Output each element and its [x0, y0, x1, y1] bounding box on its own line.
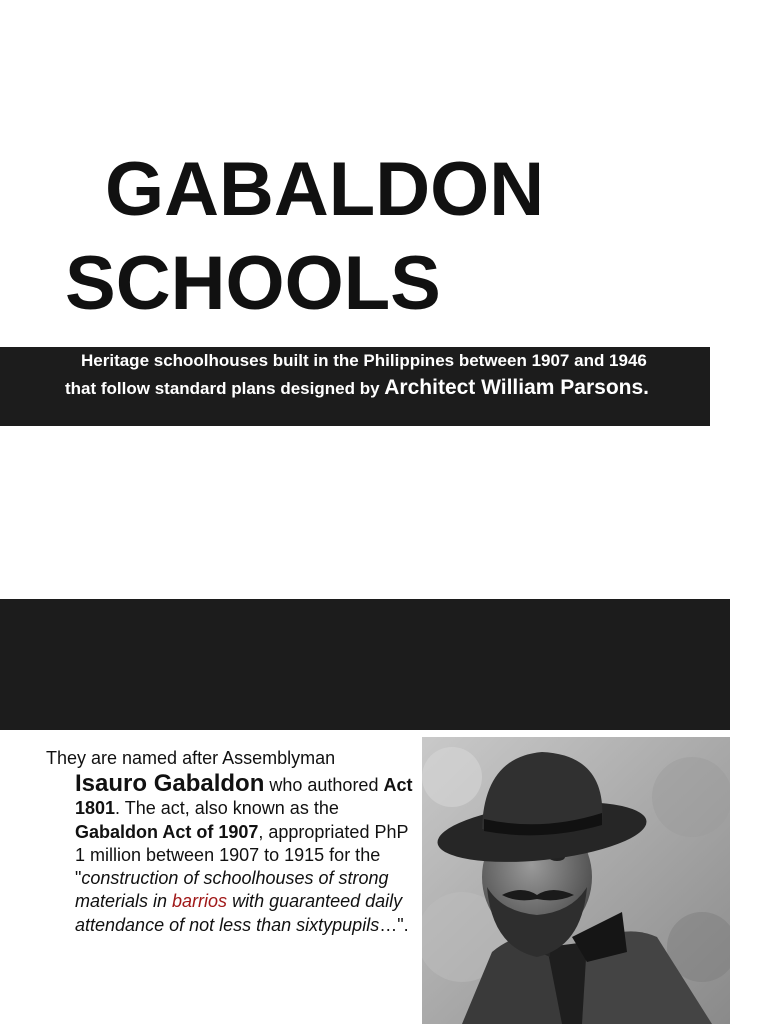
body-paragraph [75, 772, 420, 937]
black-band [0, 599, 730, 730]
person-name: Isauro Gabaldon [75, 770, 265, 797]
subtitle-band [0, 347, 710, 426]
quote-end: with guaranteed daily attendance of not less than sixtypupils [75, 891, 403, 935]
intro-line: They are named after Assemblyman [46, 748, 336, 768]
subtitle-text: Heritage schoolhouses built in the Philippines between 1907 and 1946 that follow standard plans designed by [65, 351, 647, 398]
portrait-illustration [422, 737, 730, 1024]
quote-start: construction of schoolhouses of strong materials in [75, 868, 389, 912]
body-after-alias: , appropriated PhP 1 million between 1907 to 1915 for the " [75, 821, 409, 889]
body-after-act: . The act, also known as the [115, 798, 339, 819]
title-line-1: GABALDON [105, 147, 545, 232]
subtitle-architect: Architect William Parsons. [384, 376, 649, 399]
quote-ellipsis: … [379, 914, 398, 935]
body-after-name: who authored [264, 775, 384, 795]
portrait-photo [422, 737, 730, 1024]
quote-closing: ". [397, 914, 409, 935]
barrios-link[interactable]: barrios [172, 891, 228, 912]
title-line-2: SCHOOLS [65, 241, 441, 326]
act-number: Act 1801 [75, 775, 413, 819]
act-alias: Gabaldon Act of 1907 [75, 821, 259, 842]
